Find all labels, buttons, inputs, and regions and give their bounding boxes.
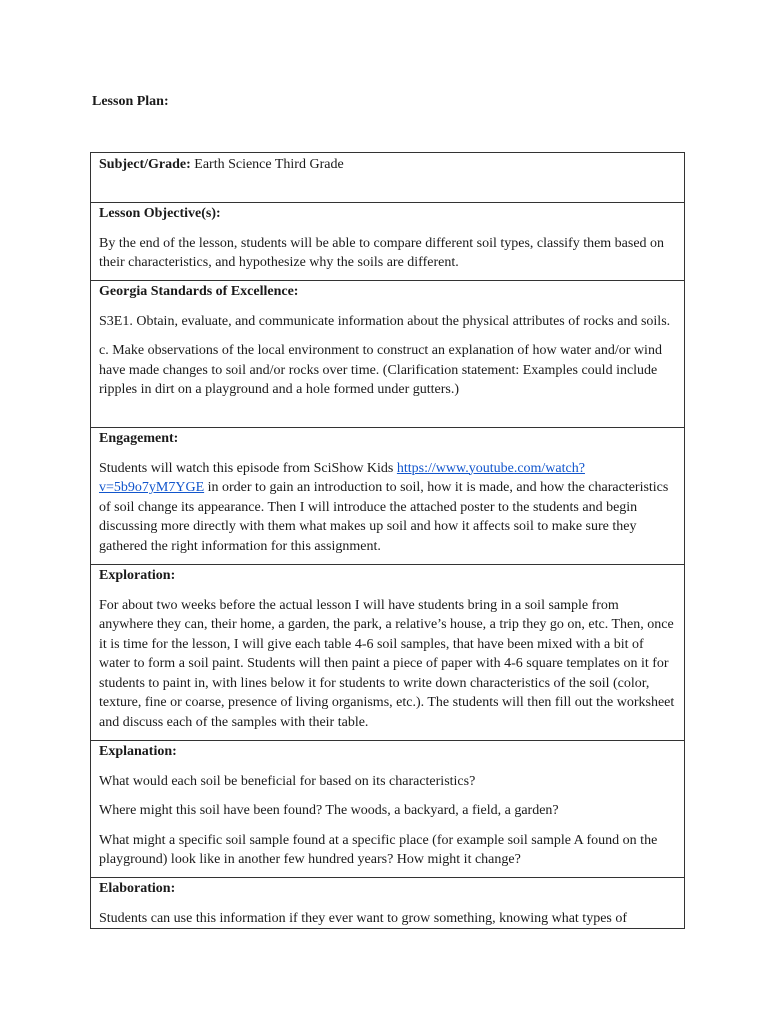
elaboration-row [91,878,685,929]
subject-grade-row [91,153,685,203]
engagement-text-intro: Students will watch this episode from SciShow Kids [99,460,397,476]
subject-grade-line [99,154,676,181]
explanation-label: Explanation: [99,744,177,759]
explanation-question-1: What would each soil be beneficial for based on its characteristics? [99,773,476,789]
engagement-label: Engagement: [99,431,179,446]
subject-grade-value: Earth Science Third Grade [190,157,344,172]
engagement-text [99,459,676,557]
scishow-video-link[interactable]: https://www.youtube.com/watch?v=5b9o7yM7YGE [99,460,585,495]
engagement-text-rest: in order to gain an introduction to soil, how it is made, and how the characteristics of soil change its appearance. Then I will introduce the attached poster to the students and begin discussing more directly with them what makes up soil and how it affects soil to make sure they gathered the right information for this assignment. [99,480,669,554]
lesson-plan-table [90,152,685,929]
explanation-cell [91,741,685,878]
explanation-question-2: Where might this soil have been found? The woods, a backyard, a field, a garden? [99,803,559,818]
georgia-standards-cell [91,281,685,428]
georgia-standards-row [91,281,685,428]
lesson-objective-row [91,203,685,281]
exploration-text: For about two weeks before the actual lesson I will have students bring in a soil sample from anywhere they can, their home, a garden, the park, a relative’s house, a trip they go on, etc. Then, once it is time for the lesson, I will give each table 4-6 soil samples, that have been mixed with a bit of water to form a soil paint. Students will then paint a piece of paper with 4-6 square templates on it for students to paint in, with lines below it for students to write down characteristics of the soil (color, texture, fine or coarse, presence of living organisms, etc.). The students will then fill out the worksheet and discuss each of the samples with their table. [99,597,675,730]
georgia-standards-label: Georgia Standards of Excellence: [99,284,299,299]
engagement-cell [91,428,685,565]
subject-grade-cell [91,153,685,203]
explanation-question-3: What might a specific soil sample found at a specific place (for example soil sample A found on the playground) look like in another few hundred years? How might it change? [99,832,658,867]
lesson-objective-text: By the end of the lesson, students will be able to compare different soil types, classify them based on their characteristics, and hypothesize why the soils are different. [99,235,665,270]
exploration-label: Exploration: [99,568,176,583]
lesson-objective-label: Lesson Objective(s): [99,206,221,221]
exploration-cell [91,565,685,741]
elaboration-text: Students can use this information if they ever want to grow something, knowing what types of [99,910,628,926]
standard-c-text: c. Make observations of the local environment to construct an explanation of how water and/or wind have made changes to soil and/or rocks over time. (Clarification statement: Examples could include ripples in dirt on a playground and a hole formed under gutters.) [99,343,662,397]
subject-grade-label: Subject/Grade: [99,157,191,172]
explanation-row [91,741,685,878]
standard-s3e1-text: S3E1. Obtain, evaluate, and communicate information about the physical attributes of rocks and soils. [99,313,671,329]
engagement-row [91,428,685,565]
elaboration-cell [91,878,685,929]
elaboration-label: Elaboration: [99,881,176,896]
lesson-objective-cell [91,203,685,281]
exploration-row [91,565,685,741]
page-title: Lesson Plan: [92,94,169,109]
